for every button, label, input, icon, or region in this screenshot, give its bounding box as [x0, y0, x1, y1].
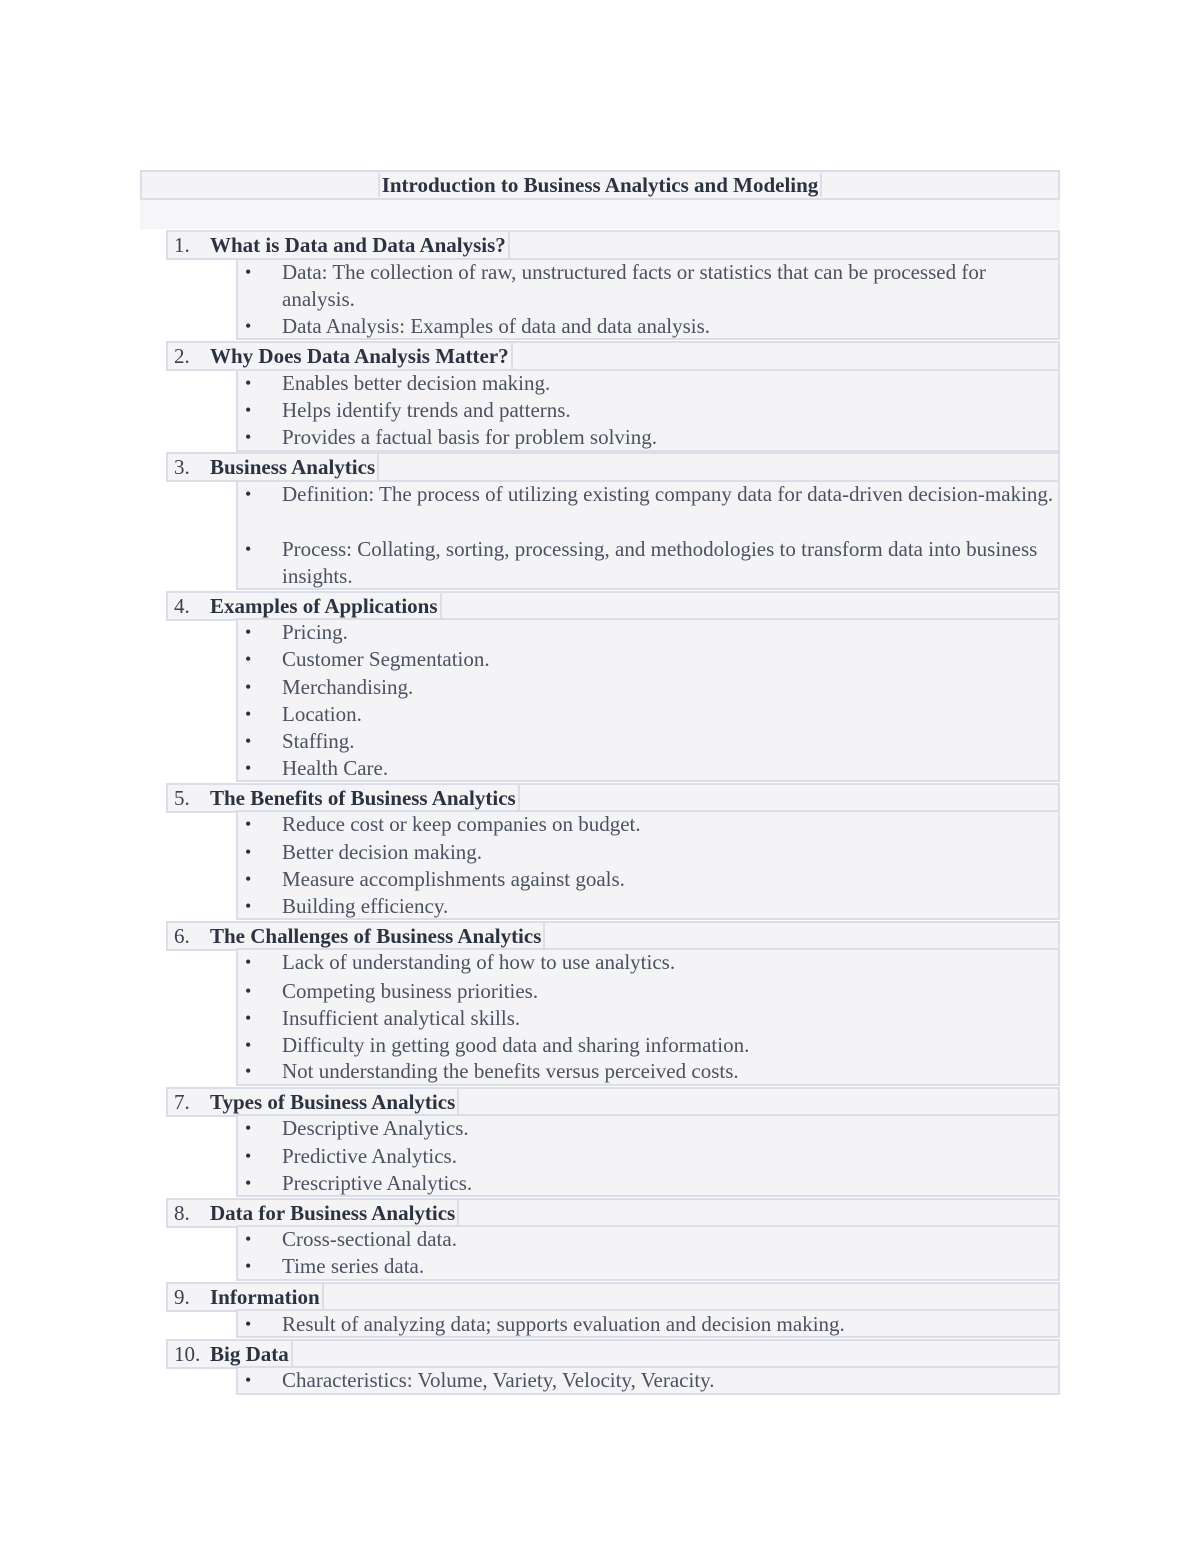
bullet-text: Data Analysis: Examples of data and data analysis. — [282, 314, 711, 338]
bullet-text: Difficulty in getting good data and sharing information. — [282, 1033, 750, 1057]
bullet-icon: • — [245, 1173, 252, 1193]
section-heading: Examples of Applications — [210, 592, 442, 620]
bullet-icon: • — [245, 1118, 252, 1138]
bullet-icon: • — [245, 981, 252, 1001]
section-number: 10. — [174, 1342, 201, 1366]
bullet-text: Prescriptive Analytics. — [282, 1171, 473, 1195]
bullet-icon: • — [245, 1146, 252, 1166]
bullet-text: Building efficiency. — [282, 894, 449, 918]
bullet-text: Better decision making. — [282, 840, 483, 864]
section-heading: The Challenges of Business Analytics — [210, 922, 545, 950]
bullet-icon: • — [245, 896, 252, 916]
bullet-text: Definition: The process of utilizing existing company data for data-driven decision-making. — [282, 482, 1054, 506]
bullet-text: Pricing. — [282, 620, 348, 644]
section-number: 5. — [174, 786, 190, 810]
bullet-icon: • — [245, 1035, 252, 1055]
bullet-icon: • — [245, 677, 252, 697]
bullet-icon: • — [245, 1008, 252, 1028]
section-number: 9. — [174, 1285, 190, 1309]
section-number: 2. — [174, 344, 190, 368]
section-number: 4. — [174, 594, 190, 618]
document-title-row — [0, 170, 1200, 200]
bullet-icon: • — [245, 758, 252, 778]
section-heading: Data for Business Analytics — [210, 1199, 459, 1227]
bullet-text: Customer Segmentation. — [282, 647, 490, 671]
section-heading: Big Data — [210, 1340, 293, 1368]
section-heading: Types of Business Analytics — [210, 1088, 459, 1116]
bullet-text: Merchandising. — [282, 675, 414, 699]
bullet-icon: • — [245, 427, 252, 447]
bullet-text: Helps identify trends and patterns. — [282, 398, 571, 422]
section-heading: Business Analytics — [210, 453, 379, 481]
bullet-icon: • — [245, 262, 252, 282]
bullet-icon: • — [245, 316, 252, 336]
bullet-icon: • — [245, 704, 252, 724]
bullet-text: Predictive Analytics. — [282, 1144, 457, 1168]
title-spacer — [140, 200, 1060, 229]
bullet-icon: • — [245, 373, 252, 393]
bullet-text: Not understanding the benefits versus perceived costs. — [282, 1059, 739, 1083]
bullet-text: Time series data. — [282, 1254, 425, 1278]
bullet-text: Descriptive Analytics. — [282, 1116, 469, 1140]
bullet-text: Staffing. — [282, 729, 355, 753]
bullet-icon: • — [245, 539, 252, 559]
bullet-icon: • — [245, 1370, 252, 1390]
section-number: 1. — [174, 233, 190, 257]
bullet-text: Reduce cost or keep companies on budget. — [282, 812, 641, 836]
section-number: 8. — [174, 1201, 190, 1225]
bullet-text: Result of analyzing data; supports evaluation and decision making. — [282, 1312, 845, 1336]
bullet-icon: • — [245, 1314, 252, 1334]
bullet-text: Competing business priorities. — [282, 979, 539, 1003]
bullet-text: Location. — [282, 702, 362, 726]
section-number: 7. — [174, 1090, 190, 1114]
section-heading-band — [166, 1339, 1060, 1369]
bullet-icon: • — [245, 952, 252, 972]
bullet-icon: • — [245, 1061, 252, 1081]
bullet-icon: • — [245, 731, 252, 751]
bullet-text: Lack of understanding of how to use analytics. — [282, 950, 676, 974]
bullet-icon: • — [245, 649, 252, 669]
section-number: 6. — [174, 924, 190, 948]
bullet-icon: • — [245, 1229, 252, 1249]
bullet-text: Characteristics: Volume, Variety, Velocity, Veracity. — [282, 1368, 715, 1392]
bullet-text: Data: The collection of raw, unstructured facts or statistics that can be processed for analysis. — [282, 260, 986, 311]
bullet-icon: • — [245, 869, 252, 889]
section-heading: The Benefits of Business Analytics — [210, 784, 520, 812]
section-number: 3. — [174, 455, 190, 479]
bullet-text: Provides a factual basis for problem solving. — [282, 425, 658, 449]
document-title: Introduction to Business Analytics and Modeling — [378, 173, 823, 197]
bullet-icon: • — [245, 400, 252, 420]
section-heading: Information — [210, 1283, 324, 1311]
bullet-text: Enables better decision making. — [282, 371, 551, 395]
section-heading: Why Does Data Analysis Matter? — [210, 342, 513, 370]
bullet-text: Cross-sectional data. — [282, 1227, 457, 1251]
bullet-icon: • — [245, 1256, 252, 1276]
bullet-icon: • — [245, 484, 252, 504]
section-heading: What is Data and Data Analysis? — [210, 231, 510, 259]
bullet-text: Insufficient analytical skills. — [282, 1006, 521, 1030]
bullet-icon: • — [245, 622, 252, 642]
bullet-text: Health Care. — [282, 756, 389, 780]
bullet-icon: • — [245, 814, 252, 834]
bullet-icon: • — [245, 842, 252, 862]
bullet-text: Measure accomplishments against goals. — [282, 867, 625, 891]
bullet-text: Process: Collating, sorting, processing, and methodologies to transform data into business insights. — [282, 537, 1038, 588]
